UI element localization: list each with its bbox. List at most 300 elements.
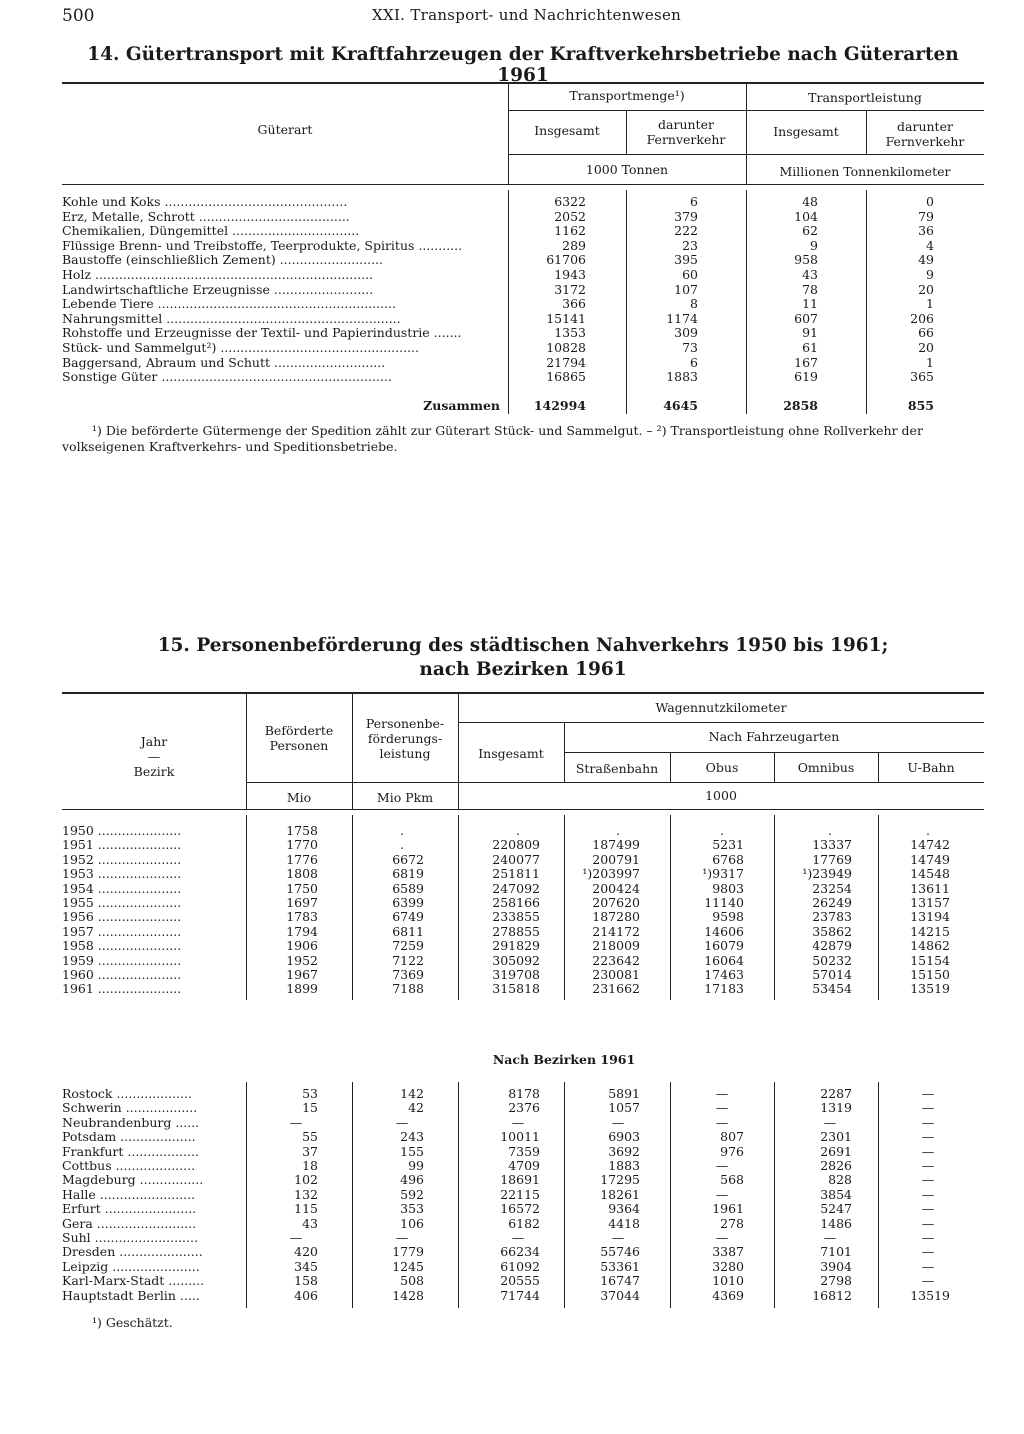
cell: — xyxy=(715,1086,729,1101)
cell: 315818 xyxy=(492,981,540,997)
cell: 366 xyxy=(562,296,586,312)
row-label: Gera ......................... xyxy=(62,1216,197,1231)
row-label: Erfurt ....................... xyxy=(62,1202,197,1217)
cell: 1952 xyxy=(286,952,318,968)
col-header-insgesamt-2: Insgesamt xyxy=(773,124,839,139)
cell: 1428 xyxy=(392,1287,424,1303)
unit-tonnenkilometer: Millionen Tonnenkilometer xyxy=(779,164,951,179)
cell: 6 xyxy=(690,354,698,370)
col-header-insgesamt: Insgesamt xyxy=(534,123,600,138)
cell: 36 xyxy=(918,223,934,239)
cell: 1783 xyxy=(286,909,318,925)
cell: 102 xyxy=(294,1172,318,1188)
group-header-fahrzeugarten: Nach Fahrzeugarten xyxy=(708,729,840,744)
cell: 1943 xyxy=(554,267,586,282)
cell: 289 xyxy=(562,237,586,253)
cell: 8178 xyxy=(508,1086,540,1101)
row-label: 1953 ..................... xyxy=(62,867,182,882)
cell: 53454 xyxy=(812,981,852,997)
rule xyxy=(458,722,984,723)
cell: 104 xyxy=(794,208,818,224)
cell: 13519 xyxy=(910,981,950,997)
cell: 132 xyxy=(294,1186,318,1202)
row-label: 1957 ..................... xyxy=(62,924,182,939)
unit-mio-pkm: Mio Pkm xyxy=(376,790,434,805)
cell: 17463 xyxy=(704,967,744,982)
cell: 1899 xyxy=(286,981,318,997)
col-header-strassenbahn: Straßenbahn xyxy=(575,761,659,776)
row-label: Flüssige Brenn- und Treibstoffe, Teerprodukte, Spiritus ........... xyxy=(62,238,463,253)
cell: 6 xyxy=(690,194,698,209)
cell: 1961 xyxy=(712,1201,744,1217)
cell: 71744 xyxy=(500,1287,540,1303)
cell: 7369 xyxy=(392,967,424,982)
cell: 420 xyxy=(294,1244,318,1260)
cell: 222 xyxy=(674,223,698,239)
total-cell: 2858 xyxy=(783,398,818,413)
cell: 220809 xyxy=(492,837,540,853)
col-header-ubahn: U-Bahn xyxy=(907,760,955,775)
cell: 3172 xyxy=(554,281,586,297)
row-label: Cottbus .................... xyxy=(62,1159,196,1173)
cell: 7101 xyxy=(820,1244,852,1260)
title-line: nach Bezirken 1961 xyxy=(419,659,627,680)
cell: — xyxy=(921,1273,935,1289)
rule xyxy=(878,1082,879,1308)
group-header-transportleistung: Transportleistung xyxy=(808,90,922,105)
row-label: 1955 ..................... xyxy=(62,896,182,910)
group-header-wagennutzkilometer: Wagennutzkilometer xyxy=(655,700,787,715)
row-label: Sonstige Güter .......................................................... xyxy=(62,370,392,385)
cell: 43 xyxy=(302,1215,318,1231)
cell: 305092 xyxy=(492,952,540,968)
cell: 406 xyxy=(294,1287,318,1303)
cell: — xyxy=(611,1114,625,1130)
cell: 214172 xyxy=(592,923,640,939)
col-header-line: Beförderte xyxy=(264,723,334,738)
row-label: Leipzig ...................... xyxy=(62,1259,200,1274)
cell: 115 xyxy=(294,1201,318,1217)
total-label: Zusammen xyxy=(423,399,500,413)
cell: 26249 xyxy=(812,895,852,910)
cell: 2798 xyxy=(820,1273,852,1289)
rule xyxy=(508,110,984,111)
cell: 233855 xyxy=(492,909,540,925)
cell: 11140 xyxy=(704,895,744,910)
cell: 4369 xyxy=(712,1287,744,1303)
cell: 1697 xyxy=(286,895,318,910)
cell: ¹)203997 xyxy=(582,866,640,882)
row-label: Neubrandenburg ...... xyxy=(62,1115,200,1130)
cell: 5247 xyxy=(820,1201,852,1217)
cell: 142 xyxy=(400,1086,424,1101)
cell: 6749 xyxy=(392,909,424,925)
rule xyxy=(246,782,984,783)
cell: 1883 xyxy=(608,1158,640,1173)
cell: 2376 xyxy=(508,1100,540,1116)
table15-title xyxy=(62,634,984,682)
cell: 10828 xyxy=(546,340,586,355)
cell: . xyxy=(926,823,930,838)
cell: 49 xyxy=(918,252,934,268)
cell: 11 xyxy=(802,296,818,312)
cell: . xyxy=(516,823,520,838)
cell: 10011 xyxy=(500,1129,540,1145)
col-header-line: darunter xyxy=(897,119,953,134)
cell: 4709 xyxy=(508,1158,540,1173)
cell: — xyxy=(921,1215,935,1231)
cell: 568 xyxy=(720,1172,744,1188)
row-label: Baggersand, Abraum und Schutt ............................ xyxy=(62,355,386,370)
cell: 1057 xyxy=(608,1100,640,1116)
section-heading-bezirke: Nach Bezirken 1961 xyxy=(492,1052,636,1067)
unit-1000: 1000 xyxy=(705,788,737,803)
col-header-line: Bezirk xyxy=(133,764,175,779)
cell: 15150 xyxy=(910,967,950,982)
cell: 607 xyxy=(794,310,818,326)
cell: 55 xyxy=(302,1129,318,1145)
row-label: 1950 ..................... xyxy=(62,824,182,838)
cell: 15141 xyxy=(546,310,586,326)
cell: 55746 xyxy=(600,1244,640,1260)
cell: — xyxy=(715,1100,729,1116)
cell: 187499 xyxy=(592,837,640,853)
cell: 22115 xyxy=(500,1186,540,1202)
cell: . xyxy=(400,823,404,838)
cell: 291829 xyxy=(492,938,540,954)
cell: 1779 xyxy=(392,1244,424,1260)
cell: 3280 xyxy=(712,1258,744,1274)
col-header-fernverkehr-2 xyxy=(866,119,984,149)
cell: 57014 xyxy=(812,967,852,982)
cell: 7359 xyxy=(508,1143,540,1159)
cell: 1162 xyxy=(554,223,586,239)
cell: 240077 xyxy=(492,851,540,867)
cell: 16079 xyxy=(704,938,744,954)
cell: 319708 xyxy=(492,967,540,982)
cell: 16812 xyxy=(812,1287,852,1303)
cell: 1750 xyxy=(286,880,318,896)
cell: 62 xyxy=(802,223,818,239)
cell: 16747 xyxy=(600,1273,640,1289)
cell: — xyxy=(921,1114,935,1130)
cell: — xyxy=(921,1100,935,1116)
table14-title: 14. Gütertransport mit Kraftfahrzeugen der Kraftverkehrsbetriebe nach Güterarten 1961 xyxy=(87,44,959,86)
cell: — xyxy=(921,1230,935,1245)
cell: 278855 xyxy=(492,923,540,939)
row-label: Suhl .......................... xyxy=(62,1231,198,1245)
cell: 42 xyxy=(408,1100,424,1116)
row-label: 1951 ..................... xyxy=(62,838,182,853)
cell: 167 xyxy=(794,354,818,370)
cell: 379 xyxy=(674,208,698,224)
cell: — xyxy=(921,1244,935,1260)
cell: 99 xyxy=(408,1158,424,1173)
unit-tonnen: 1000 Tonnen xyxy=(585,162,669,177)
cell: 1010 xyxy=(712,1273,744,1289)
cell: 50232 xyxy=(812,952,852,968)
cell: 2826 xyxy=(820,1158,852,1173)
footnote-line: volkseigenen Kraftverkehrs- und Speditionsbetriebe. xyxy=(62,439,398,454)
cell: — xyxy=(921,1258,935,1274)
col-header-line: Jahr xyxy=(140,734,168,749)
rule xyxy=(62,809,984,810)
cell: . xyxy=(720,823,724,838)
cell: 2287 xyxy=(820,1086,852,1101)
cell: — xyxy=(511,1114,525,1130)
cell: 1967 xyxy=(286,967,318,982)
cell: 4 xyxy=(926,237,934,253)
cell: 6182 xyxy=(508,1215,540,1231)
cell: 9 xyxy=(926,267,934,282)
row-label: 1961 ..................... xyxy=(62,982,182,997)
cell: 37044 xyxy=(600,1287,640,1303)
cell: 1758 xyxy=(286,823,318,838)
cell: — xyxy=(921,1186,935,1202)
cell: — xyxy=(823,1230,837,1245)
cell: 2301 xyxy=(820,1129,852,1145)
cell: 13611 xyxy=(910,880,950,896)
cell: 1245 xyxy=(392,1258,424,1274)
cell: 1794 xyxy=(286,923,318,939)
cell: 17183 xyxy=(704,981,744,997)
cell: 1883 xyxy=(666,369,698,385)
cell: 6819 xyxy=(392,866,424,882)
cell: 345 xyxy=(294,1258,318,1274)
cell: 3692 xyxy=(608,1143,640,1159)
cell: 9598 xyxy=(712,909,744,925)
cell: 247092 xyxy=(492,880,540,896)
total-cell: 855 xyxy=(907,398,934,413)
cell: 14749 xyxy=(910,851,950,867)
cell: 9364 xyxy=(608,1201,640,1217)
cell: 15154 xyxy=(910,952,950,968)
cell: 5231 xyxy=(712,837,744,853)
cell: — xyxy=(511,1230,525,1245)
cell: — xyxy=(823,1114,837,1130)
row-label: 1954 ..................... xyxy=(62,881,182,896)
cell: 6672 xyxy=(392,851,424,867)
cell: — xyxy=(921,1201,935,1217)
cell: 17769 xyxy=(812,851,852,867)
cell: — xyxy=(289,1230,303,1245)
cell: 7259 xyxy=(392,938,424,954)
row-label: Magdeburg ................ xyxy=(62,1173,204,1188)
cell: — xyxy=(395,1230,409,1245)
cell: 218009 xyxy=(592,938,640,954)
running-head: XXI. Transport- und Nachrichtenwesen xyxy=(372,6,682,24)
unit-mio: Mio xyxy=(286,790,312,805)
col-header-jahr-bezirk xyxy=(62,734,246,779)
cell: 21794 xyxy=(546,354,586,370)
cell: 1808 xyxy=(286,866,318,882)
row-label: Frankfurt .................. xyxy=(62,1144,199,1159)
row-label: Chemikalien, Düngemittel ................................ xyxy=(62,224,360,239)
cell: 107 xyxy=(674,281,698,297)
col-header-line: leistung xyxy=(379,746,431,761)
row-label: Nahrungsmittel ........................................................... xyxy=(62,311,401,326)
cell: 3387 xyxy=(712,1244,744,1260)
cell: 53 xyxy=(302,1086,318,1101)
cell: 158 xyxy=(294,1273,318,1289)
cell: 23 xyxy=(682,237,698,253)
cell: 37 xyxy=(302,1143,318,1159)
cell: 958 xyxy=(794,252,818,268)
col-header-line: förderungs- xyxy=(367,731,443,746)
cell: 0 xyxy=(926,194,934,209)
col-header-omnibus: Omnibus xyxy=(797,760,855,775)
row-label: Stück- und Sammelgut²) .................................................. xyxy=(62,341,419,355)
cell: 23783 xyxy=(812,909,852,925)
cell: — xyxy=(611,1230,625,1245)
cell: 16572 xyxy=(500,1201,540,1217)
cell: — xyxy=(921,1143,935,1159)
col-header-obus: Obus xyxy=(705,760,739,775)
rule xyxy=(62,82,984,84)
row-label: Hauptstadt Berlin ..... xyxy=(62,1288,200,1303)
cell: — xyxy=(715,1114,729,1130)
cell: 14862 xyxy=(910,938,950,954)
rule xyxy=(564,752,984,753)
cell: 61092 xyxy=(500,1258,540,1274)
cell: ¹)23949 xyxy=(802,866,852,882)
cell: 20 xyxy=(918,281,934,297)
row-label: Halle ........................ xyxy=(62,1187,196,1202)
cell: — xyxy=(289,1114,303,1130)
cell: 106 xyxy=(400,1215,424,1231)
cell: 592 xyxy=(400,1186,424,1202)
cell: 73 xyxy=(682,340,698,355)
cell: 2691 xyxy=(820,1143,852,1159)
row-label: Landwirtschaftliche Erzeugnisse ......................... xyxy=(62,282,374,297)
cell: 496 xyxy=(400,1172,424,1188)
cell: 16064 xyxy=(704,952,744,968)
footnote: ¹) Geschätzt. xyxy=(92,1315,173,1330)
total-cell: 4645 xyxy=(663,398,698,413)
cell: 1174 xyxy=(666,310,698,326)
cell: 18261 xyxy=(600,1186,640,1202)
cell: 243 xyxy=(400,1129,424,1145)
cell: ¹)9317 xyxy=(702,866,744,882)
cell: — xyxy=(921,1086,935,1101)
cell: . xyxy=(616,823,620,838)
cell: 14548 xyxy=(910,866,950,882)
row-label: Karl-Marx-Stadt ......... xyxy=(62,1274,205,1289)
page-number: 500 xyxy=(62,6,95,26)
cell: 61 xyxy=(802,340,818,355)
cell: 6811 xyxy=(392,923,424,939)
col-header-fernverkehr xyxy=(626,117,746,147)
cell: 20 xyxy=(918,340,934,355)
cell: 187280 xyxy=(592,909,640,925)
cell: 508 xyxy=(400,1273,424,1289)
row-label: Potsdam ................... xyxy=(62,1130,196,1145)
total-cell: 142994 xyxy=(533,398,586,413)
row-label: 1960 ..................... xyxy=(62,968,182,982)
cell: 14606 xyxy=(704,923,744,939)
cell: 60 xyxy=(682,267,698,282)
cell: 66 xyxy=(918,325,934,341)
cell: 23254 xyxy=(812,880,852,896)
col-header-personen xyxy=(246,723,352,753)
cell: — xyxy=(921,1129,935,1145)
cell: 395 xyxy=(674,252,698,268)
cell: 91 xyxy=(802,325,818,341)
cell: 200791 xyxy=(592,851,640,867)
cell: — xyxy=(715,1158,729,1173)
cell: . xyxy=(400,837,404,853)
cell: 6399 xyxy=(392,895,424,910)
row-label: Baustoffe (einschließlich Zement) .......................... xyxy=(62,253,384,268)
cell: 17295 xyxy=(600,1172,640,1188)
cell: 43 xyxy=(802,267,818,282)
cell: 230081 xyxy=(592,967,640,982)
cell: 1770 xyxy=(286,837,318,853)
cell: 53361 xyxy=(600,1258,640,1274)
cell: 3854 xyxy=(820,1186,852,1202)
cell: 206 xyxy=(910,310,934,326)
cell: — xyxy=(921,1172,935,1188)
row-label: Kohle und Koks .............................................. xyxy=(62,195,348,209)
row-label: Schwerin .................. xyxy=(62,1101,198,1116)
cell: . xyxy=(828,823,832,838)
row-label: Rostock ................... xyxy=(62,1087,192,1101)
cell: — xyxy=(921,1158,935,1173)
col-header-line: Personenbe- xyxy=(365,716,445,731)
col-header-line: Personen xyxy=(269,738,329,753)
cell: 13519 xyxy=(910,1287,950,1303)
col-header-line: Fernverkehr xyxy=(885,134,965,149)
cell: — xyxy=(715,1186,729,1202)
row-label: Dresden ..................... xyxy=(62,1245,203,1260)
cell: 16865 xyxy=(546,369,586,385)
cell: 9 xyxy=(810,237,818,253)
cell: 365 xyxy=(910,369,934,385)
cell: 251811 xyxy=(492,866,540,882)
cell: 78 xyxy=(802,281,818,297)
cell: 6768 xyxy=(712,851,744,867)
cell: 1486 xyxy=(820,1215,852,1231)
cell: 13337 xyxy=(812,837,852,853)
cell: 207620 xyxy=(592,895,640,910)
cell: 976 xyxy=(720,1143,744,1159)
cell: 18691 xyxy=(500,1172,540,1188)
cell: 828 xyxy=(828,1172,852,1188)
col-header-gueterart: Güterart xyxy=(257,122,313,137)
cell: 13157 xyxy=(910,895,950,910)
cell: 2052 xyxy=(554,208,586,224)
cell: 4418 xyxy=(608,1215,640,1231)
cell: 6322 xyxy=(554,194,586,209)
row-label: Erz, Metalle, Schrott ...................................... xyxy=(62,209,350,224)
cell: 3904 xyxy=(820,1258,852,1274)
col-header-line: Fernverkehr xyxy=(646,132,726,147)
cell: 20555 xyxy=(500,1273,540,1289)
cell: 1319 xyxy=(820,1100,852,1116)
cell: 1776 xyxy=(286,851,318,867)
cell: 9803 xyxy=(712,880,744,896)
cell: 6589 xyxy=(392,880,424,896)
cell: 14742 xyxy=(910,837,950,853)
rule xyxy=(508,154,984,155)
cell: 1906 xyxy=(286,938,318,954)
col-header-leistung xyxy=(352,716,458,761)
cell: 48 xyxy=(802,194,818,209)
cell: 8 xyxy=(690,296,698,312)
cell: 13194 xyxy=(910,909,950,925)
cell: 42879 xyxy=(812,938,852,954)
cell: 353 xyxy=(400,1201,424,1217)
